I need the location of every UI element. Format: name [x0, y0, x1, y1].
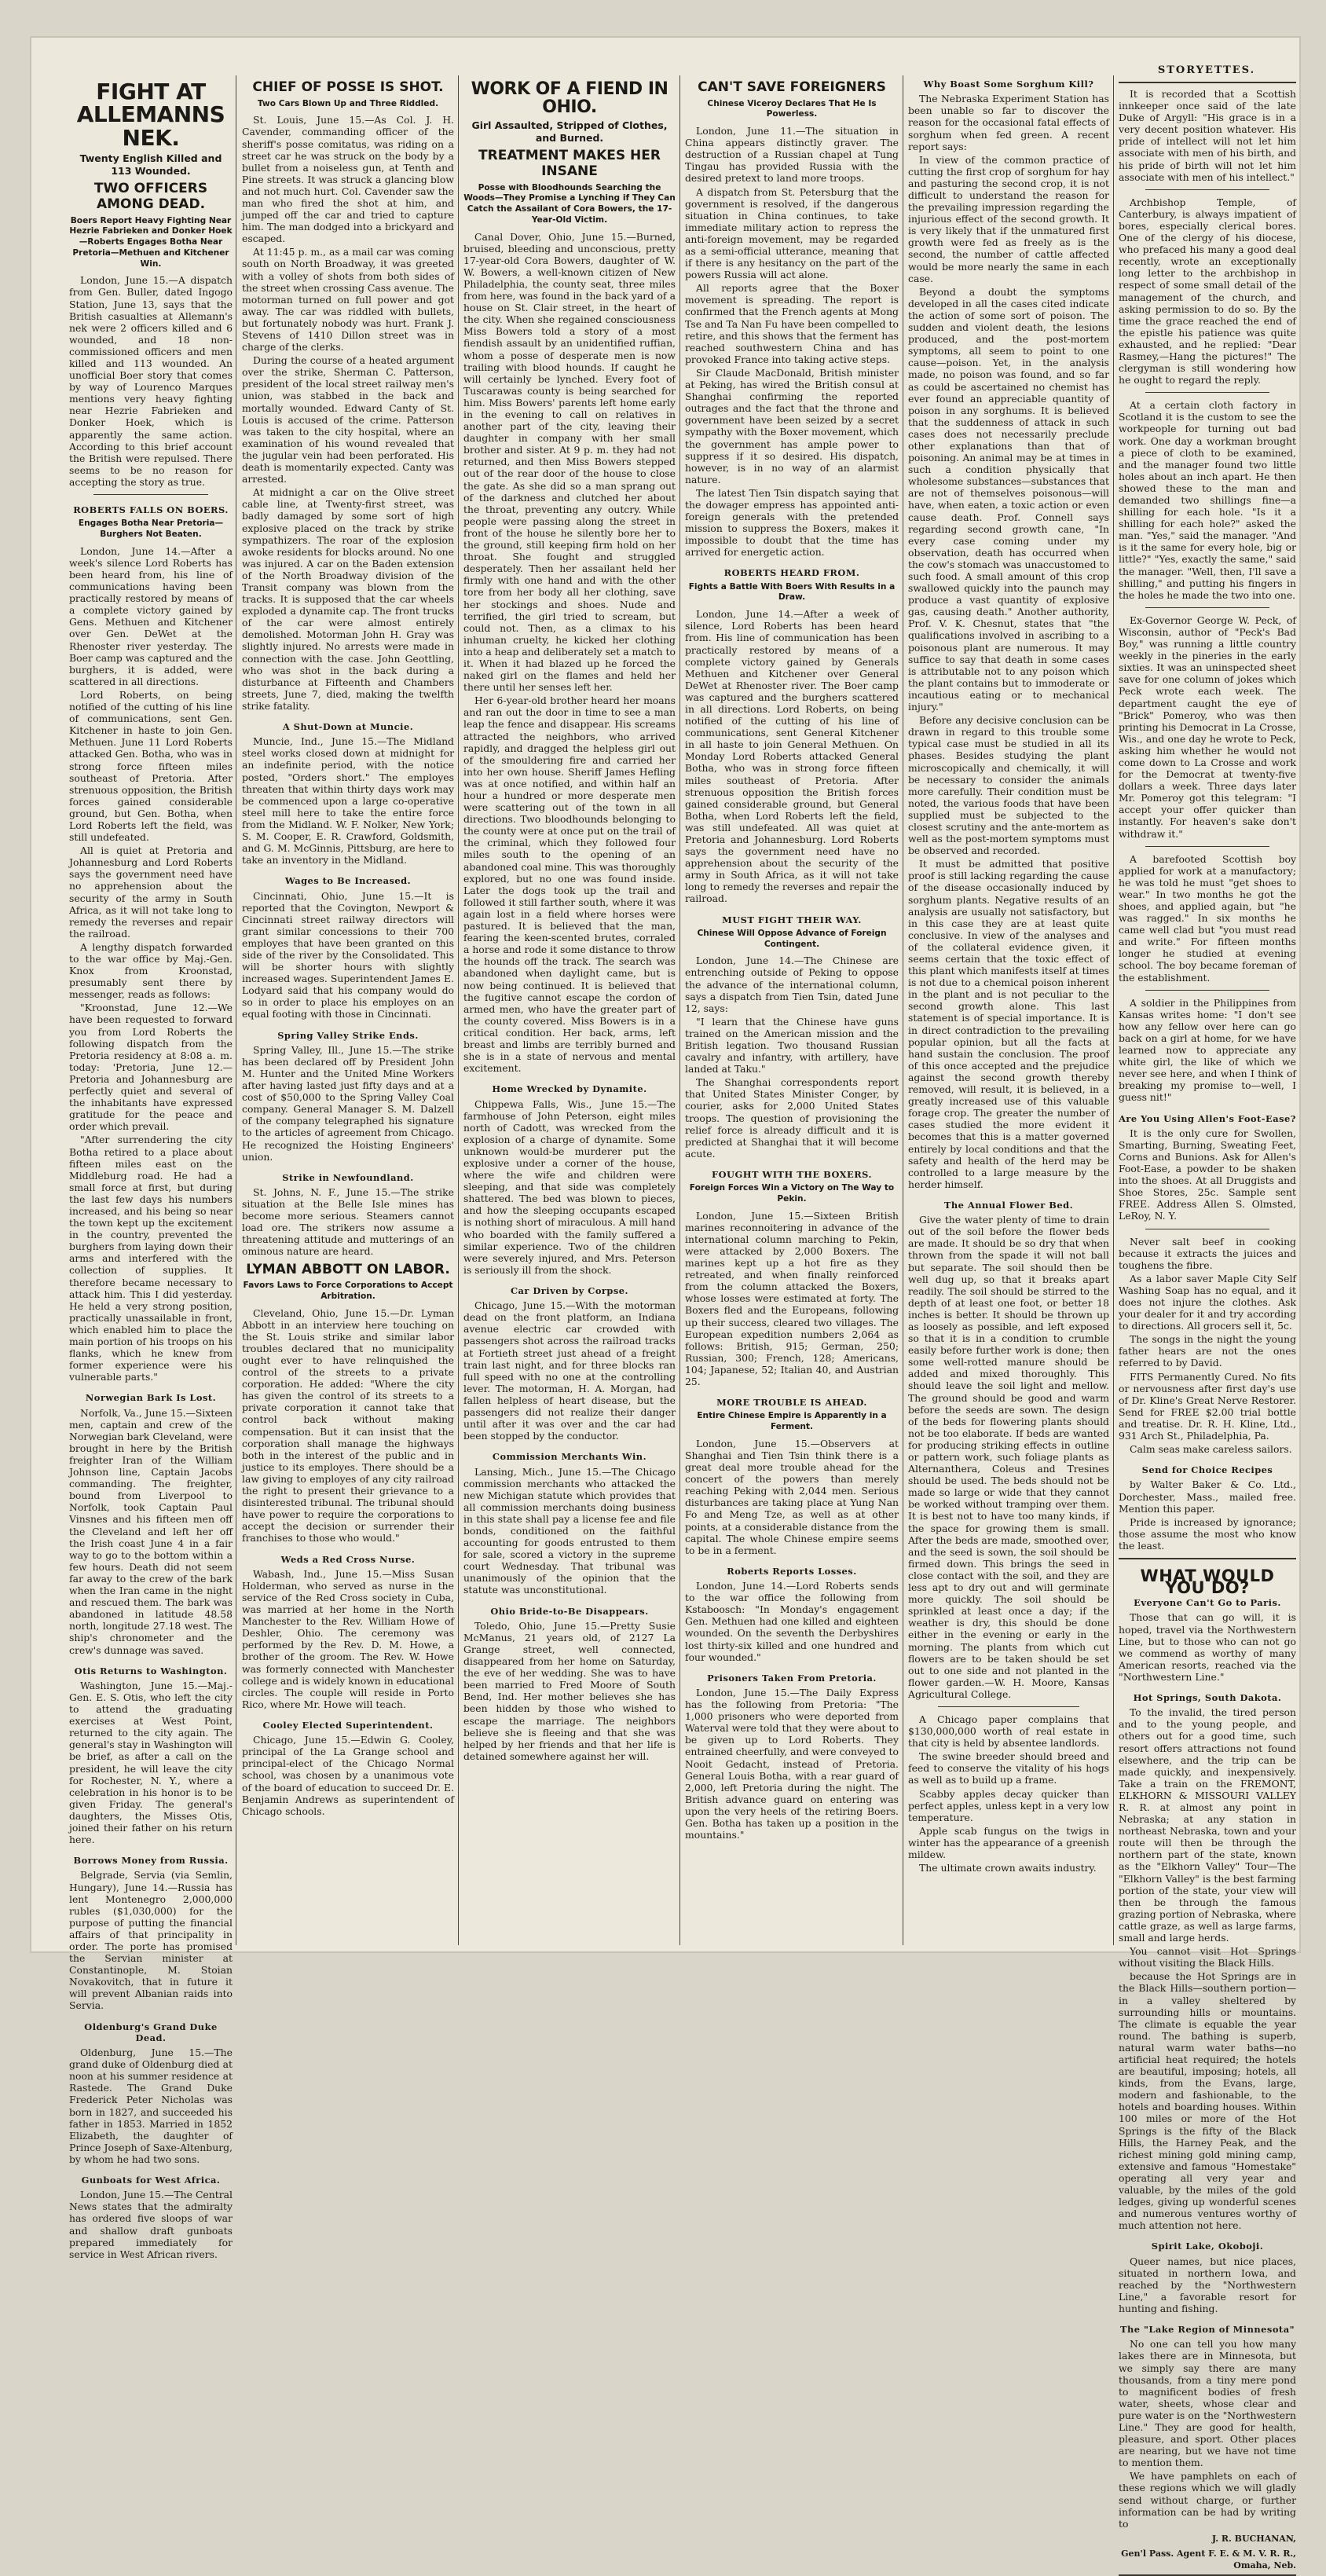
ad-paragraph: Those that can go will, it is hoped, travel via the Northwestern Line, but to those who can not go we commend as worthy of many American resorts, reached via the "Northwestern Line.": [1119, 1611, 1296, 1683]
article-paragraph: At a certain cloth factory in Scotland it is the custom to see the workpeople for turning out bad work. One day a workman brought a piece of cloth to be examined, and the manager found two little holes about an inch apart. He then showed these to the man and demanded two shillings fine—a shilling for each hole. "Is it a shilling for each hole?" asked the man. "Yes," said the manager. "And is it the same for every hole, big or little?" "Yes, exactly the same," said the manager. "Well, then, I'll save a shilling," and putting his fingers in the holes he made the two into one.: [1119, 399, 1296, 601]
ad-box: [1119, 1558, 1296, 2576]
article-paragraph: All is quiet at Pretoria and Johannesburg and Lord Roberts says the government need have no apprehension about the security of the army in South Africa, as it will not take long to remedy the reverses and repair the railroad.: [69, 845, 233, 940]
article-paragraph: Oldenburg, June 15.—The grand duke of Oldenburg died at noon at his summer residence at Rastede. The Grand Duke Frederick Peter Nicholas was born in 1827, and succeeded his father in 1853. Married in 1852 Elizabeth, the daughter of Prince Joseph of Saxe-Altenburg, by whom he had two sons.: [69, 2047, 233, 2165]
section-title: MORE TROUBLE IS AHEAD.: [716, 1397, 867, 1409]
divider: [1145, 189, 1269, 190]
article-paragraph: Spring Valley, Ill., June 15.—The strike has been declared off by President John M. Hunter and the United Mine Workers after having lasted just fifty days and at a cost of $50,000 to the Spring Valley Coal company. General Manager S. M. Dalzell of the company telegraphed his signature to the articles of agreement from Chicago. He recognized the Hoisting Engineers' union.: [242, 1043, 454, 1163]
ad-signature-title: Gen'l Pass. Agent F. E. & M. V. R. R., Omaha, Neb.: [1121, 2548, 1296, 2571]
article-paragraph: It must be admitted that positive proof is still lacking regarding the cause of the disease occasionally induced by sorghum plants. Negative results of an analysis are usually not satisfactory, but in this case they are at least quite conclusive. In view of the analyses and of the collateral evidence given, it seems certain that the toxic effect of this plant which manifests itself at times is not due to a chemical poison inherent in the plant and is not peculiar to the second growth alone. This last statement is of special importance. It is in direct contradiction to the prevailing popular opinion, but all the facts at hand sustain the conclusion. The proof of this once accepted and the prejudice against the second growth thereby removed, will result, it is believed, in a greatly increased use of this valuable forage crop. The greater the number of cases studied the more evident it becomes that this is a matter governed entirely by local conditions and that the safety and health of the herd may be controlled to a large measure by the herder himself.: [908, 858, 1109, 1190]
article-paragraph: Wabash, Ind., June 15.—Miss Susan Holderman, who served as nurse in the service of the Red Cross society in Cuba, was married at her home in the North Manchester to the Rev. William Howe of Deshler, Ohio. The ceremony was performed by the Rev. D. M. Howe, a brother of the groom. The Rev. W. Howe was formerly connected with Manchester college and is widely known in educational circles. The couple will reside in Porto Rico, where Mr. Howe will teach.: [242, 1567, 454, 1710]
article-paragraph: The Nebraska Experiment Station has been unable so far to discover the reason for the occasional fatal effects of sorghum when fed green. A recent report says:: [908, 93, 1109, 152]
deck: Foreign Forces Win a Victory on The Way to Pekin.: [689, 1183, 895, 1204]
section-title: A Shut-Down at Muncie.: [282, 721, 414, 732]
article-paragraph: Calm seas make careless sailors.: [1130, 1443, 1292, 1456]
section-title: Home Wrecked by Dynamite.: [492, 1083, 647, 1095]
ad-headline: WHAT WOULD YOU DO?: [1140, 1566, 1275, 1598]
headline: FIGHT AT ALLEMANNS NEK.: [76, 79, 225, 151]
section-title: Why Boast Some Sorghum Kill?: [923, 79, 1094, 90]
section-title: Wages to Be Increased.: [284, 875, 412, 887]
article-paragraph: London, June 15.—Sixteen British marines reconnoitering in advance of the international column marching to Pekin, were attacked by 2,000 Boxers. The marines kept up a hot fire as they retreated, and when finally reinforced from the column attacked the Boxers, whose losses were estimated at forty. The Boxers fled and the Europeans, following up their success, cleared two villages. The European expedition numbers 2,064 as follows: British, 915; German, 250; Russian, 300; French, 128; Americans, 104; Japanese, 52; Italian 40, and Austrian 25.: [685, 1209, 899, 1388]
article-paragraph: Washington, June 15.—Maj.-Gen. E. S. Otis, who left the city to attend the graduating exercises at West Point, returned to the city again. The general's stay in Washington will be brief, as after a call on the president, he will leave the city for Rochester, N. Y., where a celebration in his honor is to be given Friday. The general's daughters, the Misses Otis, joined their father on his return here.: [69, 1679, 233, 1846]
article-paragraph: Lansing, Mich., June 15.—The Chicago commission merchants who attacked the new Michigan statute which provides that all commission merchants doing business in this state shall pay a license fee and file bonds, conditioned on the faithful accounting for goods entrusted to them for sale, scored a victory in the supreme court Wednesday. That tribunal was unanimously of the opinion that the statute was unconstitutional.: [463, 1465, 676, 1596]
column-4: [685, 75, 899, 1953]
article-paragraph: London, June 15.—A dispatch from Gen. Buller, dated Ingogo Station, June 13, says that the British casualties at Allemann's nek were 2 officers killed and 6 wounded, and 18 non-commissioned officers and men killed and 113 wounded. An unofficial Boer story that comes by way of Lourenco Marques mentions very heavy fighting near Hezrie Fabrieken and Donker Hoek, which is apparently the same action. According to this brief account the British were repulsed. There seems to be no reason for accepting the story as true.: [69, 274, 233, 488]
ad-paragraph: It is the only cure for Swollen, Smarting, Burning, Sweating Feet, Corns and Bunions. Ask for Allen's Foot-Ease, a powder to be shaken into the shoes. At all Druggists and Shoe Stores, 25c. Sample sent FREE. Address Allen S. Olmsted, LeRoy, N. Y.: [1119, 1127, 1296, 1222]
subhead: Twenty English Killed and 113 Wounded.: [79, 152, 222, 177]
article-paragraph: Muncie, Ind., June 15.—The Midland steel works closed down at midnight for an indefinite period, with the notice posted, "Orders short." The employes threaten that within thirty days work may be commenced upon a large co-operative steel mill here to take the entire force from the Midland. W. F. Nolker, New York; S. M. Cooper, E. R. Crawford, Goldsmith, and G. M. McGinnis, Pittsburg, are here to take an inventory in the Midland.: [242, 735, 454, 867]
ad-paragraph: FITS Permanently Cured. No fits or nervousness after first day's use of Dr. Kline's Great Nerve Restorer. Send for FREE $2.00 trial bottle and treatise. Dr. R. H. Kline, Ltd., 931 Arch St., Philadelphia, Pa.: [1119, 1370, 1296, 1442]
article-paragraph: The swine breeder should breed and feed to conserve the vitality of his hogs as well as to build up a frame.: [908, 1750, 1109, 1786]
article-paragraph: St. Louis, June 15.—As Col. J. H. Cavender, commanding officer of the sheriff's posse comitatus, was riding on a street car he was struck on the body by a bullet from a noiseless gun, at Tenth and Pine streets. It was struck a glancing blow and not much hurt. Col. Cavender saw the man who fired the shot at him, and jumped off the car and tried to capture him. The man dodged into a brickyard and escaped.: [242, 114, 454, 245]
article-paragraph: A soldier in the Philippines from Kansas writes home: "I don't see how any fellow over here can go back on a girl at home, for we have learned now to appreciate any white girl, the like of which we never see here, and when I think of breaking my promise to—well, I guess nit!": [1119, 996, 1296, 1104]
ad-paragraph: To the invalid, the tired person and to the young people, and others out for a good time, such resort offers attractions not found elsewhere, and the trip can be made quickly, and inexpensively. Take a train on the FREMONT, ELKHORN & MISSOURI VALLEY R. R. at almost any point in Nebraska; at any station in northeast Nebraska, town and your route will then be through the northern part of the state, known as the "Elkhorn Valley" Tour—The "Elkhorn Valley" is the best farming portion of the state, your view will then be through the famous grazing portion of Nebraska, where cattle graze, as well as large farms, small and large herds.: [1119, 1706, 1296, 1944]
ad-subhead: Hot Springs, South Dakota.: [1133, 1692, 1282, 1703]
column-5: [908, 75, 1109, 1953]
article-paragraph: "After surrendering the city Botha retired to a place about fifteen miles east on the Middleburg road. He had a small force at first, but during the last few days his numbers increased, and his being so near the town kept up the excitement in the country, prevented the burghers from laying down their arms and interfered with the collection of supplies. It therefore became necessary to attack him. This I did yesterday. He held a very strong position, practically unassailable in front, which enabled him to place the main portion of his troops on his flanks, which he knew from former experience were his vulnerable parts.": [69, 1134, 233, 1383]
section-title: Commission Merchants Win.: [492, 1451, 647, 1463]
column-rule: [1113, 75, 1114, 1945]
section-title: MUST FIGHT THEIR WAY.: [722, 914, 862, 925]
section-title: Ohio Bride-to-Be Disappears.: [490, 1605, 649, 1617]
article-paragraph: Give the water plenty of time to drain out of the soil before the flower beds are made. It should be so dry that when thrown from the spade it will not ball but separate. The soil should then be well dug up, so that it breaks apart readily. The soil should be stirred to the depth of at least one foot, or better 18 inches is better. It should be thrown up as loosely as possible, and left exposed so that it is in a condition to crumble easily before further work is done; then some well-rotted manure should be added and mixed thoroughly. This should leave the soil light and mellow. The ground should be good and warm before the seeds are sown. The design of the beds for flowering plants should not be too elaborate. If beds are wanted for producing striking effects in outline or pattern work, such foliage plants as Alternanthera, Coleus and Tresines should be used. The beds should not be made so large or wide that they cannot be worked without tramping over them. It is best not to have too many kinds, if the space for growing them is small. After the beds are made, smoothed over, and the seed is sown, the soil should be firmed down. This brings the seed in close contact with the soil, and they are less apt to dry out and will germinate more quickly. The soil should be sprinkled at least once a day; if the weather is dry, this should be done either in the evening or early in the morning. The plants from which cut flowers are to be taken should be set out to one side and not planted in the flower garden.—W. H. Moore, Kansas Agricultural College.: [908, 1214, 1109, 1700]
article-paragraph: A barefooted Scottish boy applied for work at a manufactory; he was told he must "get shoes to wear." In two months he got the shoes, and applied again, but "he was ragged." In six months he came well clad but "you must read and write." For fifteen months longer he studied at evening school. The boy became foreman of the establishment.: [1119, 852, 1296, 984]
article-paragraph: Cleveland, Ohio, June 15.—Dr. Lyman Abbott in an interview here touching on the St. Louis strike and similar labor troubles declared that no municipality ought ever to have relinquished the control of the streets to a private corporation. He added: "Where the city has given the control of its streets to a private corporation it cannot take that control back without making compensation. But it can insist that the corporation shall manage the highways both in the interest of the public and in justice to its employes. There should be a law giving to employes of any city railroad the right to present their grievance to a disinterested tribunal. The tribunal should have power to require the corporations to accept the decision or surrender their franchises to those who would.": [242, 1306, 454, 1545]
ad-subhead: Everyone Can't Go to Paris.: [1134, 1597, 1281, 1609]
deck: Boers Report Heavy Fighting Near Hezrie Fabrieken and Donker Hoek—Roberts Engages Botha Near Pretoria—Methuen and Kitchener Win.: [69, 215, 233, 269]
article-paragraph: During the course of a heated argument over the strike, Sherman C. Patterson, president of the local street railway men's union, was stabbed in the back and mortally wounded. Edward Canty of St. Louis is accused of the crime. Patterson was taken to the city hospital, where an examination of his wound revealed that the jugular vein had been perforated. His death is momentarily expected. Canty was arrested.: [242, 354, 454, 486]
article-paragraph: London, June 11.—The situation in China appears distinctly graver. The destruction of a Russian chapel at Tung Tingau has provided Russia with the desired pretext to land more troops.: [685, 125, 899, 185]
section-title: The Annual Flower Bed.: [943, 1199, 1074, 1211]
masthead: STORYETTES.: [1157, 64, 1256, 76]
article-paragraph: The Shanghai correspondents report that United States Minister Conger, by courier, asks for 2,000 United States troops. The question of provisioning the relief force is already difficult and it is predicted at Shanghai that it will become acute.: [685, 1076, 899, 1160]
headline: CAN'T SAVE FOREIGNERS: [698, 79, 886, 95]
article-paragraph: Her 6-year-old brother heard her moans and ran out the door in time to see a man leap the fence and disappear. His screams attracted the neighbors, who arrived rapidly, and dragged the helpless girl out of the smouldering fire and carried her into her own house. Sheriff James Hefling was at once notified, and within half an hour a hundred or more desperate men were scattering out of the town in all directions. Two bloodhounds belonging to the county were at once put on the trail of the criminal, which they followed four miles south to the opening of an abandoned coal mine. This was thoroughly explored, but no one was found inside. Later the dogs took up the trail and followed it still farther south, where it was again lost in a field where horses were pastured. It is believed that the man, fearing the keen-scented brutes, corraled a horse and rode it some distance to throw the hounds off the track. The search was abandoned when daylight came, but is now being continued. It is believed that the fugitive cannot escape the cordon of armed men, who have the greater part of the county covered. Miss Bowers is in a critical condition. Her back, arms, left breast and limbs are terribly burned and she is in a state of nervous and mental excitement.: [463, 694, 676, 1075]
section-title: Borrows Money from Russia.: [73, 1855, 229, 1867]
article-paragraph: Beyond a doubt the symptoms developed in all the cases cited indicate the action of some sort of poison. The sudden and violent death, the lesions produced, and the post-mortem symptoms, all seem to point to one cause—poison. Yet, in the analysis made, no poison was found, and so far as could be ascertained no chemist has ever found an appreciable quantity of poison in any sorghums. It is believed that the suddenness of attack in such cases does not necessarily preclude other explanations than that of poisoning. An animal may be at times in such a condition physically that wholesome substances—substances that are not of themselves poisonous—will have, when eaten, a toxic action or even cause death. Prof. Connell says regarding second growth cane, "In every case coming under my observation, death has occurred when the cow's stomach was unaccustomed to such food. A small amount of this crop swallowed quickly into the paunch may produce a vast quantity of explosive gas, causing death." Another authority, Prof. V. K. Chesnut, states that "the qualifications involved in ascribing to a poisonous plant are numerous. It may suffice to say that death in some cases is attributable not to any poison which the plant contains but to immoderate or incautious eating or to mechanical injury.": [908, 285, 1109, 713]
divider: [1145, 990, 1269, 991]
ad-paragraph: No one can tell you how many lakes there are in Minnesota, but we simply say there are many thousands, from a tiny mere pond to magnificent bodies of fresh water, sheets, whose clear and pure water is on the "Northwestern Line." They are good for health, pleasure, and sport. Other places are nearing, but we have not time to mention them.: [1119, 2338, 1296, 2469]
article-paragraph: All reports agree that the Boxer movement is spreading. The report is confirmed that the French agents at Mong Tse and Ta Nan Fu have been compelled to retire, and this shows that the ferment has reached southwestern China and has provoked France into taking active steps.: [685, 282, 899, 365]
headline: CHIEF OF POSSE IS SHOT.: [252, 79, 444, 95]
deck: Entire Chinese Empire is Apparently in a Ferment.: [697, 1411, 887, 1432]
article-paragraph: Before any decisive conclusion can be drawn in regard to this trouble some typical case must be studied in all its phases. Besides studying the plant microscopically and chemically, it will be necessary to consider the animals more carefully. Their condition must be noted, the various foods that have been supplied must be subjected to the closest scrutiny and the ante-mortem as well as the post-mortem symptoms must be observed and recorded.: [908, 714, 1109, 857]
section-title: Send for Choice Recipes: [1141, 1464, 1273, 1476]
ad-subhead: The "Lake Region of Minnesota": [1119, 2324, 1295, 2336]
divider: [93, 494, 208, 495]
headline: WORK OF A FIEND IN OHIO.: [471, 79, 668, 118]
deck: Posse with Bloodhounds Searching the Woods—They Promise a Lynching if They Can Catch the Assailant of Cora Bowers, the 17-Year-Old Victim.: [463, 182, 676, 225]
article-paragraph: Toledo, Ohio, June 15.—Pretty Susie McManus, 21 years old, of 2127 La Grange street, well connected, disappeared from her home on Saturday, the eve of her wedding. She was to have been married to Fred Moore of South Bend, Ind. Her mother believes she has been hidden by those who wished to escape the marriage. The neighbors believe she is fleeing and that she was helped by her friends and that her life is detained somewhere against her will.: [463, 1619, 676, 1762]
section-title: Prisoners Taken From Pretoria.: [707, 1672, 877, 1684]
column-6: [1119, 80, 1296, 2571]
article-paragraph: It is recorded that a Scottish innkeeper once said of the late Duke of Argyll: "His grace is in a very decent position whatever. His pride of intellect will not let him associate with men of his birth, and his pride of birth will not let him associate with men of his intellect.": [1119, 88, 1296, 183]
article-paragraph: St. Johns, N. F., June 15.—The strike situation at the Belle Isle mines has become more serious. Steamers cannot load ore. The strikers now assume a threatening attitude and mutterings of an ominous nature are heard.: [242, 1186, 454, 1258]
article-paragraph: A dispatch from St. Petersburg that the government is resolved, if the dangerous situation in China continues, to take immediate military action to repress the anti-foreign movement, may be regarded as a semi-official utterance, meaning that if there is any hesitancy on the part of the powers Russia will act alone.: [685, 185, 899, 281]
deck: Favors Laws to Force Corporations to Accept Arbitration.: [243, 1281, 453, 1301]
article-paragraph: Apple scab fungus on the twigs in winter has the appearance of a greenish mildew.: [908, 1824, 1109, 1860]
article-paragraph: Archbishop Temple, of Canterbury, is always impatient of bores, especially clerical bores. One of the clergy of his diocese, who prefaced his many a good deal recently, wrote an exceptionally long letter to the archbishop in respect of some small detail of the management of the church, and asking permission to do so. By the time the grace reached the end of the epistle his patience was quite exhausted, and he replied: "Dear Rasmey,—Hang the pictures!" The clergyman is still wondering how he ought to regard the reply.: [1119, 196, 1296, 387]
ad-subhead: Spirit Lake, Okoboji.: [1151, 2241, 1264, 2252]
section-title: Otis Returns to Washington.: [74, 1665, 228, 1676]
article-paragraph: London, June 15.—Observers at Shanghai and Tien Tsin think there is a great deal more trouble ahead for the concert of the powers than merely reaching Peking with 2,044 men. Serious disturbances are taking place at Yung Nan Fo and Meng Tze, as well as at other points, at a considerable distance from the capital. The whole Chinese empire seems to be in a ferment.: [685, 1437, 899, 1556]
article-paragraph: At midnight a car on the Olive street cable line, at Twenty-first street, was badly damaged by some sort of high explosive placed on the track by strike sympathizers. The roar of the explosion awoke residents for blocks around. No one was injured. A car on the Baden extension of the North Broadway division of the Transit company was blown from the tracks. It is supposed that the car wheels exploded a dynamite cap. The front trucks of the car were almost entirely demolished. Motorman John H. Gray was slightly injured. No arrests were made in connection with the case. John Geottling, who was shot in the back during a disturbance at Fifteenth and Chambers streets, June 7, died, making the twelfth strike fatality.: [242, 486, 454, 712]
section-title: Gunboats for West Africa.: [81, 2174, 221, 2186]
article-paragraph: "I learn that the Chinese have guns trained on the American mission and the British legation. Two thousand Russian cavalry and infantry, with artillery, have landed at Taku.": [685, 1015, 899, 1075]
column-3: [463, 75, 676, 1953]
section-title: ROBERTS HEARD FROM.: [723, 567, 860, 579]
article-paragraph: Ex-Governor George W. Peck, of Wisconsin, author of "Peck's Bad Boy," was running a little country weekly in the pineries in the early sixties. It was an uninspected sheet save for one column of jokes which Peck wrote each week. The department caught the eye of "Brick" Pomeroy, who was then printing his Democrat in La Crosse, Wis., and one day he wrote to Peck, asking him whether he would not come down to La Crosse and work for the Democrat at twenty-five dollars a week. Three days later Mr. Pomeroy got this telegram: "I accept your offer quicker than instantly. For heaven's sake don't withdraw it.": [1119, 614, 1296, 840]
article-paragraph: At 11:45 p. m., as a mail car was coming south on North Broadway, it was greeted with a volley of shots from both sides of the street when crossing Cass avenue. The motorman turned on full power and got away. The car was riddled with bullets, but fortunately nobody was hurt. Frank J. Stevens of 1410 Dillon street was in charge of the clerks.: [242, 246, 454, 354]
section-title: ROBERTS FALLS ON BOERS.: [73, 504, 229, 516]
divider: [1145, 846, 1269, 847]
section-title: Spring Valley Strike Ends.: [277, 1029, 419, 1041]
ad-paragraph: You cannot visit Hot Springs without visiting the Black Hills.: [1119, 1945, 1296, 1970]
section-title: Oldenburg's Grand Duke Dead.: [84, 2021, 218, 2043]
article-paragraph: Chippewa Falls, Wis., June 15.—The farmhouse of John Peterson, eight miles north of Cadott, was wrecked from the explosion of a charge of dynamite. Some unknown would-be murderer put the explosive under a corner of the house, where the wife and children were sleeping, and that side was completely shattered. The bed was blown to pieces, and how the sleeping occupants escaped is nothing short of miraculous. A mill hand who boarded with the family suffered a similar experience. Two of the children were severely injured, and Mrs. Peterson is seriously ill from the shock.: [463, 1097, 676, 1276]
section-title: Car Driven by Corpse.: [510, 1284, 629, 1296]
section-title: Norwegian Bark Is Lost.: [85, 1392, 217, 1404]
article-paragraph: The songs in the night the young father hears are not the ones referred to by David.: [1119, 1333, 1296, 1369]
article-paragraph: London, June 14.—After a week of silence, Lord Roberts has been heard from. His line of communication has been practically restored by means of a complete victory gained by Generals Methuen and Kitchener over General DeWet at Rhenoster river. The Boer camp was captured and the burghers scattered in all directions. Lord Roberts, on being notified of the cutting of his line of communications, sent General Kitchener in all haste to join General Methuen. On Monday Lord Roberts attacked General Botha, who was in strong force fifteen miles southeast of Pretoria. After strenuous opposition the British forces gained considerable ground, but General Botha, when Lord Roberts left the field, was still undefeated. All was quiet at Pretoria and Johannesburg. Lord Roberts says the government need have no apprehension about the security of the army in South Africa, as it will not take long to remedy the reverses and repair the railroad.: [685, 608, 899, 905]
deck: Two Cars Blown Up and Three Riddled.: [257, 98, 439, 108]
article-paragraph: The latest Tien Tsin dispatch saying that the dowager empress has appointed anti-foreign generals with the pretended mission to suppress the Boxers, makes it impossible to doubt that the time has arrived for energetic action.: [685, 486, 899, 559]
deck: Chinese Viceroy Declares That He Is Powerless.: [707, 98, 877, 119]
column-2: [242, 75, 454, 1953]
divider: [1145, 607, 1269, 608]
section-title: Weds a Red Cross Nurse.: [280, 1553, 416, 1565]
ad-paragraph: because the Hot Springs are in the Black Hills—southern portion—in a valley sheltered by surrounding hills or mountains. The climate is equable the year round. The bathing is superb, natural warm water baths—no artificial heat required; the hotels are beautiful, imposing; hotels, all kinds, from the Evans, large, modern and fashionable, to the hotels and boarding houses. Within 100 miles or more of the Hot Springs is the fifty of the Black Hills, the Harney Peak, and the richest mining gold mining camp, extensive and famous "Homestake" operating all very year and valuable, by the miles of the gold ledges, giving up wonderful scenes and numerous ventures worthy of much attention not here.: [1119, 1970, 1296, 2232]
column-1: [69, 75, 233, 2260]
deck: Fights a Battle With Boers With Results in a Draw.: [688, 581, 896, 603]
article-paragraph: Pride is increased by ignorance; those assume the most who know the least.: [1119, 1515, 1296, 1552]
deck: Engages Botha Near Pretoria—Burghers Not Beaten.: [78, 518, 224, 540]
column-rule: [458, 75, 459, 1945]
article-paragraph: London, June 15.—The Daily Express has the following from Pretoria: "The 1,000 prisoners who were deported from Waterval were told that they were about to be given up to Lord Roberts. They entrained cheerfully, and were conveyed to Nooit Gedacht, instead of Pretoria. General Louis Botha, with a rear guard of 2,000, left Pretoria during the night. The British advance guard on entering was upon the very heels of the retiring Boers. Gen. Botha has taken up a position in the mountains.": [685, 1687, 899, 1841]
article-paragraph: Canal Dover, Ohio, June 15.—Burned, bruised, bleeding and unconscious, pretty 17-year-old Cora Bowers, daughter of W. W. Bowers, a well-known citizen of New Philadelphia, the county seat, three miles from here, was found in the back yard of a house on St. Clair street, in the heart of the city. When she regained consciousness Miss Bowers told a story of a most fiendish assault by an unidentified ruffian, whom a posse of desperate men is now trailing with blood hounds. If caught he will certainly be lynched. Every foot of Tuscarawas county is being searched for him. Miss Bowers' parents left home early in the evening to call on relatives in another part of the city, leaving their daughter in company with her small brother and sister. At 9 p. m. they had not returned, and then Miss Bowers stepped out of the rear door of the house to close the gate. As she did so a man sprang out of the darkness and clutched her about the throat, preventing any outcry. While people were passing along the street in front of the house he silently bore her to the ground, still keeping firm hold on her throat. She fought and struggled desperately. Then her assailant held her firmly with one hand and with the other tore from her body all her clothing, save her stockings and shoes. Nude and terrified, the girl tried to scream, but could not. Then, as a climax to his inhuman cruelty, he kicked her clothing into a heap and deliberately set a match to it. When it had blazed up he forced the naked girl on the flames and held her there until her senses left her.: [463, 230, 676, 694]
article-paragraph: Sir Claude MacDonald, British minister at Peking, has wired the British consul at Shanghai confirming the reported outrages and the fact that the throne and government have been seized by a secret sympathy with the Boxer movement, which the government has ample power to suppress if it so desired. His dispatch, however, is in no way of an alarmist nature.: [685, 366, 899, 486]
article-paragraph: Norfolk, Va., June 15.—Sixteen men, captain and crew of the Norwegian bark Cleveland, were brought in here by the British freighter Iran of the William Johnson line, Captain Jacobs commanding. The freighter, bound from Liverpool to Norfolk, took Captain Paul Vinsnes and his fifteen men off the Cleveland and left her off the Irish coast June 4 in a fair way to go to the bottom within a few hours. Death did not seem far away to the crew of the bark when the Iran came in the night and rescued them. The bark was abandoned in latitude 48.58 north, longitude 27.18 west. The ship's chronometer and the crew's dunnage was saved.: [69, 1406, 233, 1656]
article-paragraph: Chicago, June 15.—With the motorman dead on the front platform, an Indiana avenue electric car crowded with passengers shot across the railroad tracks at Fortieth street just ahead of a freight train last night, and for three blocks ran full speed with no one at the controlling lever. The motorman, H. A. Morgan, had fallen helpless of heart disease, but the passengers did not realize their danger until after it was over and the car had been stopped by the conductor.: [463, 1299, 676, 1442]
section-title: Cooley Elected Superintendent.: [262, 1719, 434, 1731]
section-title: Roberts Reports Losses.: [727, 1565, 857, 1577]
ad-paragraph: As a labor saver Maple City Self Washing Soap has no equal, and it does not injure the clothes. Ask your dealer for it and try according to directions. All grocers sell it, 5c.: [1119, 1272, 1296, 1332]
article-paragraph: Never salt beef in cooking because it extracts the juices and toughens the fibre.: [1119, 1235, 1296, 1271]
section-title: Are You Using Allen's Foot-Ease?: [1119, 1112, 1296, 1124]
article-paragraph: Cincinnati, Ohio, June 15.—It is reported that the Covington, Newport & Cincinnati street railway directors will grant similar concessions to their 700 employes that have been granted on this side of the river by the Consolidated. This will be shorter hours with slightly increased wages. Superintendent James E. Lodyard said that his company would do so in order to place his employes on an equal footing with those in Cincinnati.: [242, 889, 454, 1021]
article-paragraph: Chicago, June 15.—Edwin G. Cooley, principal of the La Grange school and principal-elect of the Chicago Normal school, was chosen by a unanimous vote of the board of education to succeed Dr. E. Benjamin Andrews as superintendent of Chicago schools.: [242, 1734, 454, 1817]
article-paragraph: London, June 14.—After a week's silence Lord Roberts has been heard from, his line of communications having been practically restored by means of a complete victory gained by Gens. Methuen and Kitchener over Gen. DeWet at the Rhenoster river yesterday. The Boer camp was captured and the burghers, it is added, were scattered in all directions.: [69, 544, 233, 687]
article-paragraph: A Chicago paper complains that $130,000,000 worth of real estate in that city is held by absentee landlords.: [908, 1713, 1109, 1750]
article-paragraph: "Kroonstad, June 12.—We have been requested to forward you from Lord Roberts the following dispatch from the Pretoria residency at 8:08 a. m. today: 'Pretoria, June 12.—Pretoria and Johannesburg are perfectly quiet and several of the inhabitants have expressed gratitude for the peace and order which prevail.: [69, 1002, 233, 1133]
article-paragraph: Scabby apples decay quicker than perfect apples, unless kept in a very low temperature.: [908, 1787, 1109, 1823]
deck: Chinese Will Oppose Advance of Foreign Contingent.: [697, 928, 887, 949]
article-paragraph: The ultimate crown awaits industry.: [919, 1862, 1097, 1874]
ad-paragraph: We have pamphlets on each of these regions which we will gladly send without charge, or further information can be had by writing to: [1119, 2470, 1296, 2530]
ad-paragraph: Queer names, but nice places, situated in northern Iowa, and reached by the "Northwestern Line," a favorable resort for hunting and fishing.: [1119, 2255, 1296, 2314]
article-paragraph: A lengthy dispatch forwarded to the war office by Maj.-Gen. Knox from Kroonstad, presumably sent there by messenger, reads as follows:: [69, 940, 233, 1001]
article-paragraph: Belgrade, Servia (via Semlin, Hungary), June 14.—Russia has lent Montenegro 2,000,000 rubles ($1,030,000) for the purpose of putting the financial affairs of that principality in order. The porte has promised the Servian minister at Constantinople, M. Stoian Novakovitch, that in future it will prevent Albanian raids into Servia.: [69, 1869, 233, 2012]
article-paragraph: Lord Roberts, on being notified of the cutting of his line of communications, sent Gen. Kitchener in haste to join Gen. Methuen. June 11 Lord Roberts attacked Gen. Botha, who was in strong force fifteen miles southeast of Pretoria. After strenuous opposition, the British forces gained considerable ground, but Gen. Botha, when Lord Roberts left the field, was still undefeated.: [69, 688, 233, 844]
headline-secondary: TWO OFFICERS AMONG DEAD.: [93, 181, 208, 212]
divider: [938, 1706, 1079, 1707]
column-rule: [679, 75, 680, 1945]
section-title: Strike in Newfoundland.: [282, 1171, 414, 1183]
divider: [1145, 392, 1269, 393]
article-paragraph: In view of the common practice of cutting the first crop of sorghum for hay and pasturing the second crop, it is not difficult to understand the reason for the prevailing impression regarding the injurious effect of the second growth. It is very likely that if the unmatured first growth were fed as freely as is the second, the number of cattle affected would be more nearly the same in each case.: [908, 153, 1109, 284]
headline-secondary: TREATMENT MAKES HER INSANE: [478, 148, 661, 179]
section-title: FOUGHT WITH THE BOXERS.: [712, 1168, 872, 1180]
headline: LYMAN ABBOTT ON LABOR.: [246, 1261, 450, 1277]
ad-paragraph: by Walter Baker & Co. Ltd., Dorchester, Mass., mailed free. Mention this paper.: [1119, 1479, 1296, 1515]
subhead: Girl Assaulted, Stripped of Clothes, and Burned.: [471, 119, 668, 144]
divider: [1119, 82, 1296, 83]
ad-signature: J. R. BUCHANAN,: [1211, 2533, 1296, 2544]
article-paragraph: London, June 14.—Lord Roberts sends to the war office the following from Kstaboosch: "In Monday's engagement Gen. Methuen had one killed and eighteen wounded. On the seventh the Derbyshires lost thirty-six killed and one hundred and four wounded.": [685, 1580, 899, 1663]
article-paragraph: London, June 14.—The Chinese are entrenching outside of Peking to oppose the advance of the international column, says a dispatch from Tien Tsin, dated June 12, says:: [685, 955, 899, 1014]
article-paragraph: London, June 15.—The Central News states that the admiralty has ordered five sloops of war and shallow draft gunboats prepared immediately for service in West African rivers.: [69, 2189, 233, 2260]
